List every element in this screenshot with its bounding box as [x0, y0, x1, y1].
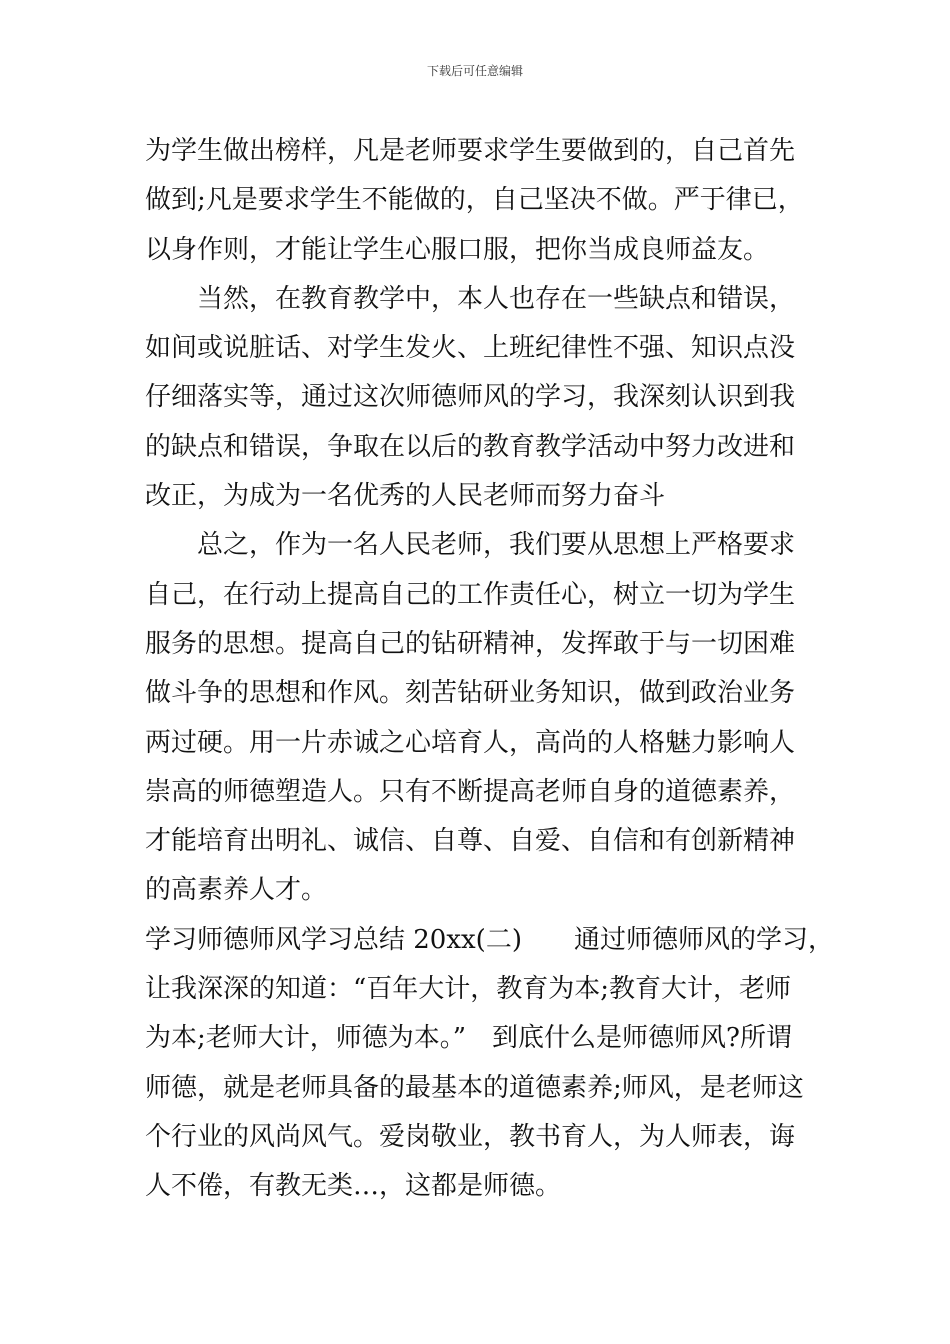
text-line: 改正，为成为一名优秀的人民老师而努力奋斗	[145, 481, 666, 512]
text-line: 服务的思想。提高自己的钻研精神，发挥敢于与一切困难	[145, 628, 796, 659]
text-line: 个行业的风尚风气。爱岗敬业，教书育人，为人师表，诲	[145, 1121, 796, 1152]
text-line: 做到;凡是要求学生不能做的，自己坚决不做。严于律已，	[145, 185, 804, 216]
text-line: 崇高的师德塑造人。只有不断提高老师自身的道德素养，	[145, 776, 796, 807]
text-line: 为学生做出榜样，凡是老师要求学生要做到的，自己首先	[145, 136, 796, 166]
section-heading-line: 学习师德师风学习总结 20xx(二) 通过师德师风的学习，	[145, 924, 834, 955]
document-body	[145, 127, 835, 1212]
text-line: 的缺点和错误，争取在以后的教育教学活动中努力改进和	[145, 431, 796, 462]
text-line: 师德，就是老师具备的最基本的道德素养;师风，是老师这	[145, 1072, 804, 1103]
text-line: 人不倦，有教无类…，这都是师德。	[145, 1171, 562, 1202]
paragraph-start-line: 总之，作为一名人民老师，我们要从思想上严格要求	[197, 530, 796, 561]
text-line: 做斗争的思想和作风。刻苦钻研业务知识，做到政治业务	[145, 678, 796, 709]
page-header-note: 下载后可任意编辑	[426, 64, 523, 78]
text-line: 自己，在行动上提高自己的工作责任心，树立一切为学生	[145, 579, 796, 610]
text-line: 两过硬。用一片赤诚之心培育人，高尚的人格魅力影响人	[145, 727, 796, 758]
text-line: 的高素养人才。	[145, 875, 328, 906]
text-line: 以身作则，才能让学生心服口服，把你当成良师益友。	[145, 234, 770, 265]
text-line: 才能培育出明礼、诚信、自尊、自爱、自信和有创新精神	[145, 826, 796, 857]
text-line: 为本;老师大计，师德为本。” 到底什么是师德师风?所谓	[145, 1023, 792, 1054]
text-line: 如间或说脏话、对学生发火、上班纪律性不强、知识点没	[145, 333, 796, 364]
paragraph-start-line: 当然，在教育教学中，本人也存在一些缺点和错误，	[197, 283, 796, 314]
text-line: 让我深深的知道：“百年大计，教育为本;教育大计，老师	[145, 974, 792, 1005]
text-line: 仔细落实等，通过这次师德师风的学习，我深刻认识到我	[145, 382, 796, 413]
